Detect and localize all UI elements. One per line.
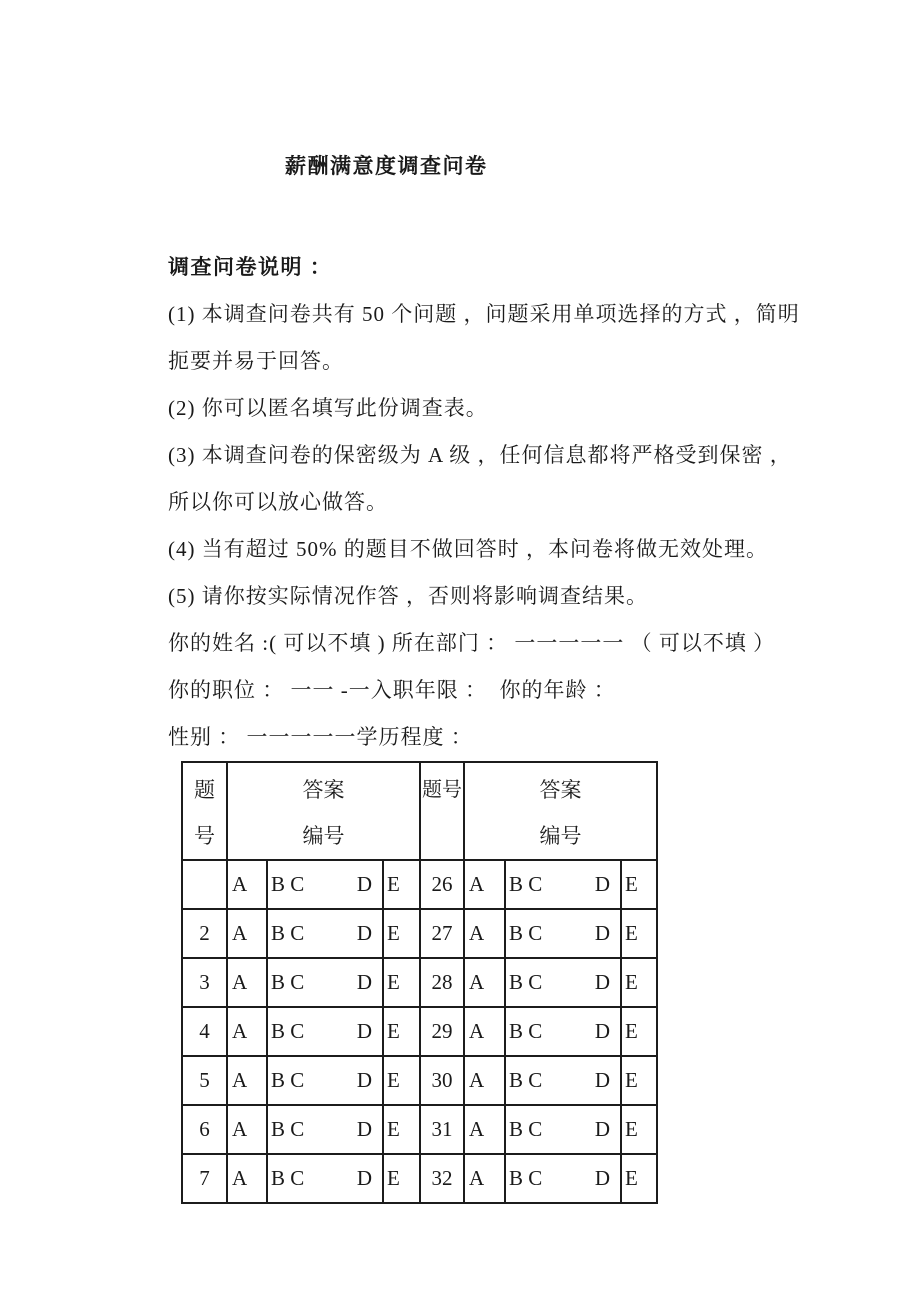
option-d-label: D (594, 1019, 611, 1043)
question-number-cell: 4 (182, 1007, 227, 1056)
option-bc-label: B C (509, 1166, 543, 1190)
instruction-item-5: (5) 请你按实际情况作答 ，否则将影响调查结果。 (168, 584, 648, 608)
question-number-cell: 31 (420, 1105, 464, 1154)
answer-row-5 (182, 1056, 657, 1105)
option-bc-label: B C (271, 1019, 305, 1043)
question-number-cell: 3 (182, 958, 227, 1007)
option-bc-label: B C (271, 921, 305, 945)
question-number-cell: 7 (182, 1154, 227, 1203)
option-bcd-cell (505, 958, 621, 1007)
question-number-cell: 2 (182, 909, 227, 958)
option-bcd-cell (505, 909, 621, 958)
option-e-cell: E (621, 1154, 657, 1203)
option-bcd-cell (505, 1056, 621, 1105)
option-bc-label: B C (271, 1166, 305, 1190)
answer-row-7 (182, 1154, 657, 1203)
instruction-item-3: (3) 本调查问卷的保密级为 A 级 ，任何信息都将严格受到保密 ，所以你可以放心做答。 (168, 443, 792, 514)
option-bcd-cell (267, 1056, 383, 1105)
option-e-cell: E (621, 1105, 657, 1154)
option-d-label: D (356, 1068, 372, 1092)
option-bc-label: B C (271, 970, 305, 994)
option-d-label: D (594, 921, 611, 945)
question-number-cell: 26 (420, 860, 464, 909)
header-answers-right (464, 762, 657, 860)
option-d-label: D (594, 970, 611, 994)
option-bc-label: B C (509, 970, 543, 994)
option-d-label: D (594, 872, 611, 896)
header-answers-left (227, 762, 420, 860)
option-e-cell: E (621, 958, 657, 1007)
option-d-label: D (356, 1019, 372, 1043)
instruction-item-2: (2) 你可以匿名填写此份调查表。 (168, 396, 488, 420)
option-bc-label: B C (509, 921, 543, 945)
option-d-label: D (356, 1166, 372, 1190)
header-qnum-left-line1: 题 (194, 778, 215, 802)
respondent-gender-education-line: 性别 ： 一一一一一学历程度 ： (168, 725, 473, 749)
option-e-cell: E (383, 909, 420, 958)
answer-row-4 (182, 1007, 657, 1056)
option-bcd-cell (267, 1154, 383, 1203)
option-e-cell: E (383, 1154, 420, 1203)
option-a-cell: A (464, 860, 505, 909)
question-number-cell: 32 (420, 1154, 464, 1203)
option-e-cell: E (383, 958, 420, 1007)
header-qnum-left-line2: 号 (194, 824, 215, 848)
option-bcd-cell (267, 1007, 383, 1056)
option-bc-label: B C (509, 1068, 543, 1092)
option-d-label: D (594, 1068, 611, 1092)
question-number-cell: 6 (182, 1105, 227, 1154)
option-a-cell: A (227, 860, 267, 909)
question-number-cell: 30 (420, 1056, 464, 1105)
header-answers-right-line1: 答案 (539, 778, 582, 802)
question-number-cell: 27 (420, 909, 464, 958)
answer-row-2 (182, 909, 657, 958)
option-bc-label: B C (509, 1117, 543, 1141)
option-a-cell: A (464, 1105, 505, 1154)
answer-row-1 (182, 860, 657, 909)
option-bcd-cell (505, 1105, 621, 1154)
option-bc-label: B C (509, 872, 543, 896)
option-e-cell: E (383, 1007, 420, 1056)
header-question-number-right (420, 762, 464, 860)
option-a-cell: A (227, 1056, 267, 1105)
question-number-cell: 5 (182, 1056, 227, 1105)
header-qnum-right-line1: 题号 (422, 779, 463, 801)
option-bc-label: B C (271, 872, 305, 896)
option-e-cell: E (383, 860, 420, 909)
option-e-cell: E (621, 860, 657, 909)
respondent-position-age-line: 你的职位 ： 一一 -一入职年限 ： 你的年龄 ： (168, 678, 616, 702)
option-a-cell: A (227, 909, 267, 958)
answer-row-6 (182, 1105, 657, 1154)
option-bc-label: B C (509, 1019, 543, 1043)
header-question-number-left (182, 762, 227, 860)
answer-grid-table (181, 761, 658, 1204)
answer-grid-header-row (182, 762, 657, 860)
option-bcd-cell (267, 958, 383, 1007)
instruction-item-1: (1) 本调查问卷共有 50 个问题 ，问题采用单项选择的方式 ，简明扼要并易于回答。 (168, 302, 800, 373)
option-a-cell: A (227, 1105, 267, 1154)
option-bcd-cell (267, 909, 383, 958)
option-a-cell: A (464, 909, 505, 958)
intro-heading: 调查问卷说明 ： (168, 255, 333, 279)
option-d-label: D (356, 1117, 372, 1141)
option-d-label: D (356, 921, 372, 945)
question-number-cell (182, 860, 227, 909)
option-a-cell: A (464, 1154, 505, 1203)
option-a-cell: A (464, 958, 505, 1007)
header-answers-right-line2: 编号 (539, 824, 582, 848)
answer-row-3 (182, 958, 657, 1007)
option-e-cell: E (621, 909, 657, 958)
header-answers-left-line1: 答案 (302, 778, 345, 802)
option-e-cell: E (383, 1105, 420, 1154)
option-a-cell: A (227, 1007, 267, 1056)
option-a-cell: A (227, 958, 267, 1007)
respondent-name-department-line: 你的姓名 :( 可以不填 ) 所在部门 ： 一一一一一 （ 可以不填 ） (168, 631, 776, 655)
option-d-label: D (594, 1117, 611, 1141)
option-d-label: D (356, 872, 372, 896)
option-a-cell: A (464, 1056, 505, 1105)
question-number-cell: 28 (420, 958, 464, 1007)
document-title: 薪酬满意度调查问卷 (285, 154, 488, 178)
option-d-label: D (594, 1166, 611, 1190)
option-e-cell: E (621, 1007, 657, 1056)
question-number-cell: 29 (420, 1007, 464, 1056)
option-bcd-cell (267, 860, 383, 909)
option-bcd-cell (505, 860, 621, 909)
option-a-cell: A (227, 1154, 267, 1203)
option-bcd-cell (505, 1154, 621, 1203)
option-bc-label: B C (271, 1117, 305, 1141)
option-bcd-cell (267, 1105, 383, 1154)
option-e-cell: E (621, 1056, 657, 1105)
option-bc-label: B C (271, 1068, 305, 1092)
option-d-label: D (356, 970, 372, 994)
instruction-item-4: (4) 当有超过 50% 的题目不做回答时 ，本问卷将做无效处理。 (168, 537, 768, 561)
header-answers-left-line2: 编号 (302, 824, 345, 848)
option-bcd-cell (505, 1007, 621, 1056)
option-a-cell: A (464, 1007, 505, 1056)
option-e-cell: E (383, 1056, 420, 1105)
